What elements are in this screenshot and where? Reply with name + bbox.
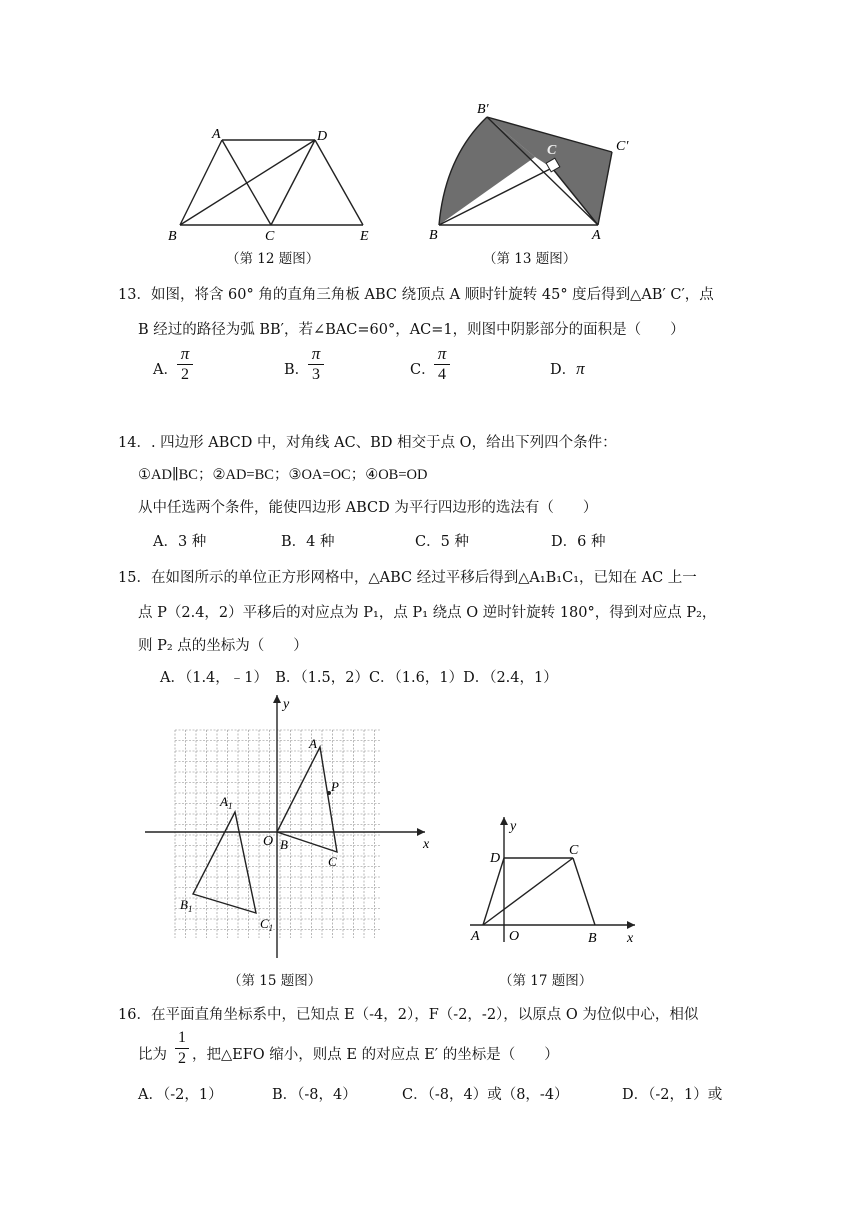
q14-option-d: D．6 种 [551, 534, 606, 550]
frac-den: 2 [178, 1050, 186, 1067]
label-x: x [423, 837, 430, 852]
figure-13-caption: （第 13 题图） [483, 251, 577, 267]
frac-num: π [180, 344, 190, 363]
label-b: B [429, 228, 438, 243]
q16-option-b: B．（-8，4） [272, 1087, 357, 1103]
label-b: B [168, 229, 177, 244]
label-y: y [510, 819, 517, 834]
q13-option-c-frac [434, 344, 450, 385]
q14-line3: 从中任选两个条件，能使四边形 ABCD 为平行四边形的选法有（ ） [138, 500, 598, 516]
q16-line2-pre: 比为 [138, 1047, 167, 1063]
label-c1: $C_1$ [260, 916, 274, 933]
label-c: C [328, 854, 337, 869]
q13-option-c-label: C． [410, 362, 436, 378]
frac-den: 2 [181, 366, 189, 383]
label-b-prime: B′ [477, 102, 489, 117]
q13-option-a-label: A． [153, 362, 178, 378]
label-a: A [212, 127, 221, 142]
figure-15-caption: （第 15 题图） [228, 973, 322, 989]
q13-line2: B 经过的路径为弧 BB′，若∠BAC=60°，AC=1，则图中阴影部分的面积是（ ） [138, 322, 685, 338]
q13-option-b-frac [308, 344, 324, 385]
q14-option-a: A．3 种 [153, 534, 207, 550]
label-p: P [331, 779, 339, 794]
q13-option-d [550, 358, 585, 379]
label-c: C [569, 843, 579, 858]
q15-line2: 点 P（2.4，2）平移后的对应点为 P₁，点 P₁ 绕点 O 逆时针旋转 180°，得到对应点 P₂， [138, 605, 717, 621]
figure-12 [160, 120, 380, 245]
label-d: D [317, 129, 328, 144]
q16-option-c: C．（-8，4）或（8，-4） [402, 1087, 569, 1103]
figure-15 [140, 690, 440, 965]
q15-line1: 15．在如图所示的单位正方形网格中，△ABC 经过平移后得到△A₁B₁C₁，已知在 AC 上一 [118, 570, 697, 586]
frac-den: 3 [312, 366, 320, 383]
frac-num: 1 [178, 1029, 186, 1046]
q14-line1: 14．. 四边形 ABCD 中，对角线 AC、BD 相交于点 O，给出下列四个条件： [118, 435, 617, 451]
q16-option-a: A．（-2，1） [138, 1087, 223, 1103]
label-d: D [490, 851, 501, 866]
figure-17 [465, 812, 645, 947]
frac-num: π [311, 344, 321, 363]
q14-option-c: C．5 种 [415, 534, 469, 550]
figure-12-caption: （第 12 题图） [226, 251, 320, 267]
label-e: E [360, 229, 369, 244]
q16-option-d: D．（-2，1）或 [622, 1087, 723, 1103]
q13-option-a-frac [177, 344, 193, 385]
label-a: A [471, 929, 480, 944]
q14-line2: ①AD∥BC；②AD=BC；③OA=OC；④OB=OD [138, 467, 428, 483]
q16-line2-post: ，把△EFO 缩小，则点 E 的对应点 E′ 的坐标是（ ） [192, 1047, 559, 1063]
label-b: B [588, 931, 597, 946]
q16-line1: 16．在平面直角坐标系中，已知点 E（-4，2），F（-2，-2），以原点 O 为位似中心，相似 [118, 1007, 699, 1023]
q13-line1: 13．如图，将含 60° 角的直角三角板 ABC 绕顶点 A 顺时针旋转 45° 度后得到△AB′ C′，点 [118, 287, 714, 303]
label-a: A [309, 736, 317, 751]
q15-line3: 则 P₂ 点的坐标为（ ） [138, 638, 308, 654]
label-y: y [283, 697, 290, 712]
label-c-prime: C′ [616, 139, 629, 154]
frac-den: 4 [438, 366, 446, 383]
q14-option-b: B．4 种 [281, 534, 335, 550]
label-b1: $B_1$ [180, 897, 193, 914]
q16-ratio-frac [175, 1028, 189, 1069]
label-a: A [592, 228, 601, 243]
q15-options: A．（1.4，﹣1） B．（1.5，2）C．（1.6，1）D．（2.4，1） [160, 670, 558, 686]
label-x: x [627, 931, 634, 946]
q13-option-b-label: B． [284, 362, 310, 378]
frac-num: π [437, 344, 447, 363]
label-o: O [509, 929, 520, 944]
label-o: O [263, 834, 274, 849]
label-c: C [547, 143, 557, 158]
q13-option-d-label: D． [550, 362, 577, 378]
label-b: B [280, 837, 288, 852]
figure-17-caption: （第 17 题图） [499, 973, 593, 989]
q13-option-d-value: π [576, 359, 585, 378]
label-a1: $A_1$ [220, 794, 233, 811]
label-c: C [265, 229, 275, 244]
figure-13 [425, 97, 645, 247]
